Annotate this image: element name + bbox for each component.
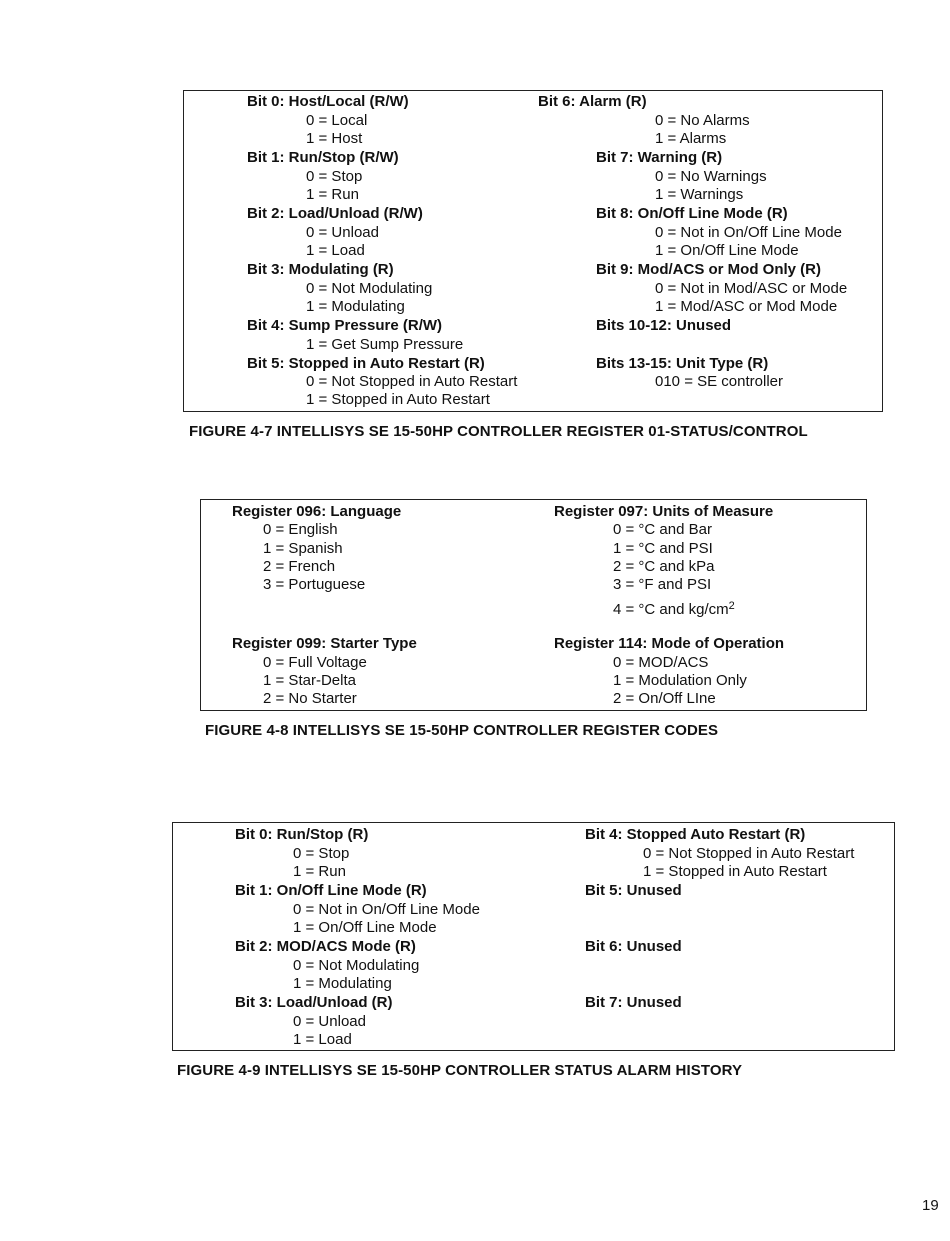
f9-bit4-value-1: 1 = Stopped in Auto Restart: [643, 863, 827, 880]
superscript-2: 2: [728, 600, 735, 612]
f9-bit1-value-0: 0 = Not in On/Off Line Mode: [293, 901, 480, 918]
bits10-12-heading: Bits 10-12: Unused: [596, 317, 732, 334]
reg097-value-4-text: 4 = °C and kg/cm: [613, 601, 729, 618]
reg099-value-1: 1 = Star-Delta: [263, 672, 356, 689]
reg096-value-1: 1 = Spanish: [263, 540, 343, 557]
f9-bit0-value-0: 0 = Stop: [293, 845, 350, 862]
f9-bit1-heading: Bit 1: On/Off Line Mode (R): [235, 882, 427, 899]
reg099-heading: Register 099: Starter Type: [232, 635, 417, 652]
bit8-value-1: 1 = On/Off Line Mode: [655, 242, 799, 259]
f9-bit0-value-1: 1 = Run: [293, 863, 346, 880]
reg099-value-2: 2 = No Starter: [263, 690, 357, 707]
bit3-value-1: 1 = Modulating: [306, 298, 405, 315]
f9-bit4-value-0: 0 = Not Stopped in Auto Restart: [643, 845, 855, 862]
reg096-value-2: 2 = French: [263, 558, 336, 575]
bit6-value-0: 0 = No Alarms: [655, 112, 750, 129]
bit9-heading: Bit 9: Mod/ACS or Mod Only (R): [596, 261, 821, 278]
bit1-value-1: 1 = Run: [306, 186, 359, 203]
bit7-heading: Bit 7: Warning (R): [596, 149, 723, 166]
f9-bit2-heading: Bit 2: MOD/ACS Mode (R): [235, 938, 416, 955]
bit6-value-1: 1 = Alarms: [655, 130, 727, 147]
bit9-value-1: 1 = Mod/ASC or Mod Mode: [655, 298, 838, 315]
bit9-value-0: 0 = Not in Mod/ASC or Mode: [655, 280, 848, 297]
reg114-heading: Register 114: Mode of Operation: [554, 635, 785, 652]
bit2-value-0: 0 = Unload: [306, 224, 379, 241]
reg097-value-2: 2 = °C and kPa: [613, 558, 715, 575]
reg096-heading: Register 096: Language: [232, 503, 402, 520]
f9-bit7-heading: Bit 7: Unused: [585, 994, 682, 1011]
f9-bit3-heading: Bit 3: Load/Unload (R): [235, 994, 393, 1011]
page-number: 19: [922, 1197, 939, 1214]
reg099-value-0: 0 = Full Voltage: [263, 654, 367, 671]
reg097-value-1: 1 = °C and PSI: [613, 540, 713, 557]
bit8-heading: Bit 8: On/Off Line Mode (R): [596, 205, 788, 222]
bit1-heading: Bit 1: Run/Stop (R/W): [247, 149, 399, 166]
figure-4-9-caption: FIGURE 4-9 INTELLISYS SE 15-50HP CONTROLLER STATUS ALARM HISTORY: [177, 1062, 743, 1079]
bit2-heading: Bit 2: Load/Unload (R/W): [247, 205, 423, 222]
reg097-heading: Register 097: Units of Measure: [554, 503, 774, 520]
reg096-value-3: 3 = Portuguese: [263, 576, 366, 593]
bit5-value-0: 0 = Not Stopped in Auto Restart: [306, 373, 518, 390]
reg114-value-2: 2 = On/Off LIne: [613, 690, 716, 707]
bit0-value-1: 1 = Host: [306, 130, 363, 147]
bit7-value-0: 0 = No Warnings: [655, 168, 767, 185]
bit6-heading: Bit 6: Alarm (R): [538, 93, 647, 110]
f9-bit1-value-1: 1 = On/Off Line Mode: [293, 919, 437, 936]
bit2-value-1: 1 = Load: [306, 242, 365, 259]
bit8-value-0: 0 = Not in On/Off Line Mode: [655, 224, 842, 241]
reg097-value-0: 0 = °C and Bar: [613, 521, 712, 538]
reg114-value-1: 1 = Modulation Only: [613, 672, 747, 689]
bits13-15-value-0: 010 = SE controller: [655, 373, 783, 390]
f9-bit5-heading: Bit 5: Unused: [585, 882, 682, 899]
f9-bit3-value-0: 0 = Unload: [293, 1013, 366, 1030]
f9-bit6-heading: Bit 6: Unused: [585, 938, 682, 955]
bit4-heading: Bit 4: Sump Pressure (R/W): [247, 317, 443, 334]
f9-bit0-heading: Bit 0: Run/Stop (R): [235, 826, 369, 843]
bit0-value-0: 0 = Local: [306, 112, 368, 129]
bit0-heading: Bit 0: Host/Local (R/W): [247, 93, 409, 110]
bit1-value-0: 0 = Stop: [306, 168, 363, 185]
bits13-15-heading: Bits 13-15: Unit Type (R): [596, 355, 769, 372]
reg097-value-3: 3 = °F and PSI: [613, 576, 712, 593]
figure-4-7-caption: FIGURE 4-7 INTELLISYS SE 15-50HP CONTROLLER REGISTER 01-STATUS/CONTROL: [189, 423, 808, 440]
f9-bit4-heading: Bit 4: Stopped Auto Restart (R): [585, 826, 806, 843]
bit5-heading: Bit 5: Stopped in Auto Restart (R): [247, 355, 485, 372]
bit5-value-1: 1 = Stopped in Auto Restart: [306, 391, 490, 408]
reg096-value-0: 0 = English: [263, 521, 338, 538]
bit3-heading: Bit 3: Modulating (R): [247, 261, 394, 278]
bit3-value-0: 0 = Not Modulating: [306, 280, 433, 297]
figure-4-8-caption: FIGURE 4-8 INTELLISYS SE 15-50HP CONTROLLER REGISTER CODES: [205, 722, 719, 739]
bit4-value-0: 1 = Get Sump Pressure: [306, 336, 464, 353]
f9-bit2-value-0: 0 = Not Modulating: [293, 957, 420, 974]
f9-bit3-value-1: 1 = Load: [293, 1031, 352, 1048]
reg097-value-4: [613, 597, 735, 619]
f9-bit2-value-1: 1 = Modulating: [293, 975, 392, 992]
reg114-value-0: 0 = MOD/ACS: [613, 654, 709, 671]
bit7-value-1: 1 = Warnings: [655, 186, 744, 203]
